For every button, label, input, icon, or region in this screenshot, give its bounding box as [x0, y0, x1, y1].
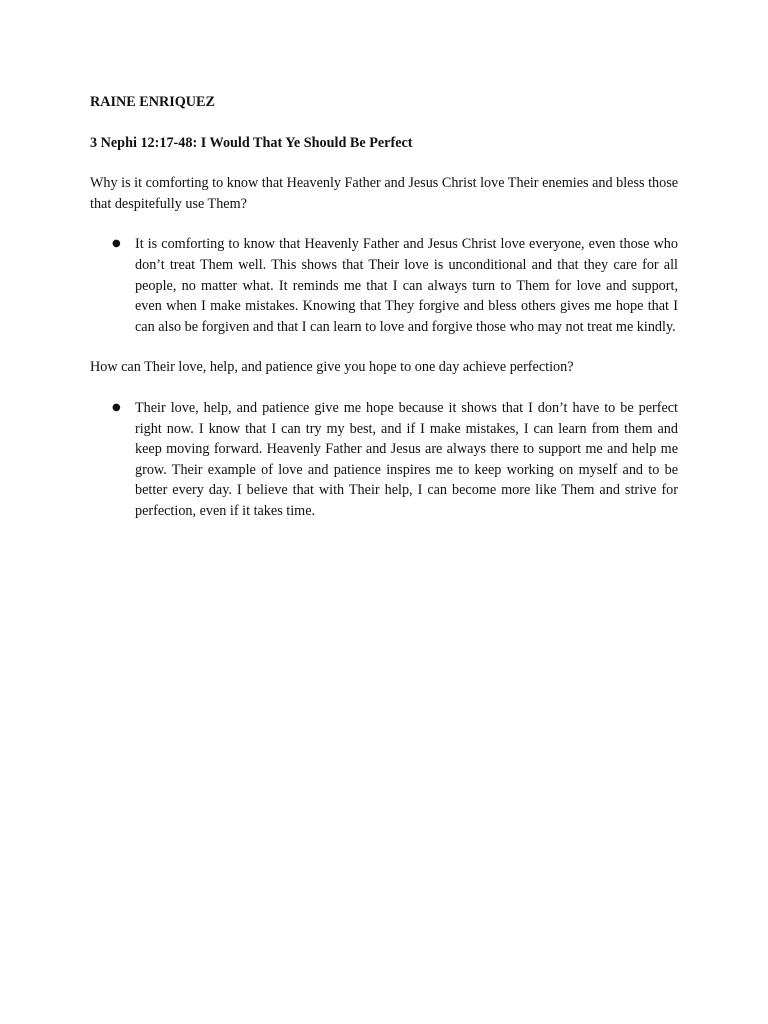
author-name: RAINE ENRIQUEZ — [90, 94, 215, 110]
bullet-icon: ● — [112, 238, 121, 250]
answer-list-1 — [90, 234, 678, 337]
question-2: How can Their love, help, and patience give you hope to one day achieve perfection? — [90, 359, 574, 376]
document-page — [90, 92, 678, 542]
answer-1 — [90, 234, 678, 337]
bullet-icon: ● — [112, 401, 121, 413]
question-1: Why is it comforting to know that Heavenly Father and Jesus Christ love Their enemies and bless those that despitefully use Them? — [90, 175, 679, 212]
answer-2-text: Their love, help, and patience give me hope because it shows that I don’t have to be perfect right now. I know that I can try my best, and if I make mistakes, I can learn from them and keep moving forward. Heavenly Father and Jesus are always there to support me and help me grow. Their example of love and patience inspires me to keep working on myself and to be better every day. I believe that with Their help, I can become more like Them and strive for perfection, even if it takes time. — [135, 399, 678, 519]
answer-list-2 — [90, 398, 678, 522]
answer-1-text: It is comforting to know that Heavenly Father and Jesus Christ love everyone, even those who don’t treat Them well. This shows that Their love is unconditional and that they care for all people, no matter what. It reminds me that I can always turn to Them for love and support, even when I make mistakes. Knowing that They forgive and bless others gives me hope that I can also be forgiven and that I can learn to love and forgive those who may not treat me kindly. — [135, 236, 678, 335]
answer-2 — [90, 398, 678, 522]
lesson-heading: 3 Nephi 12:17-48: I Would That Ye Should Be Perfect — [90, 134, 413, 151]
